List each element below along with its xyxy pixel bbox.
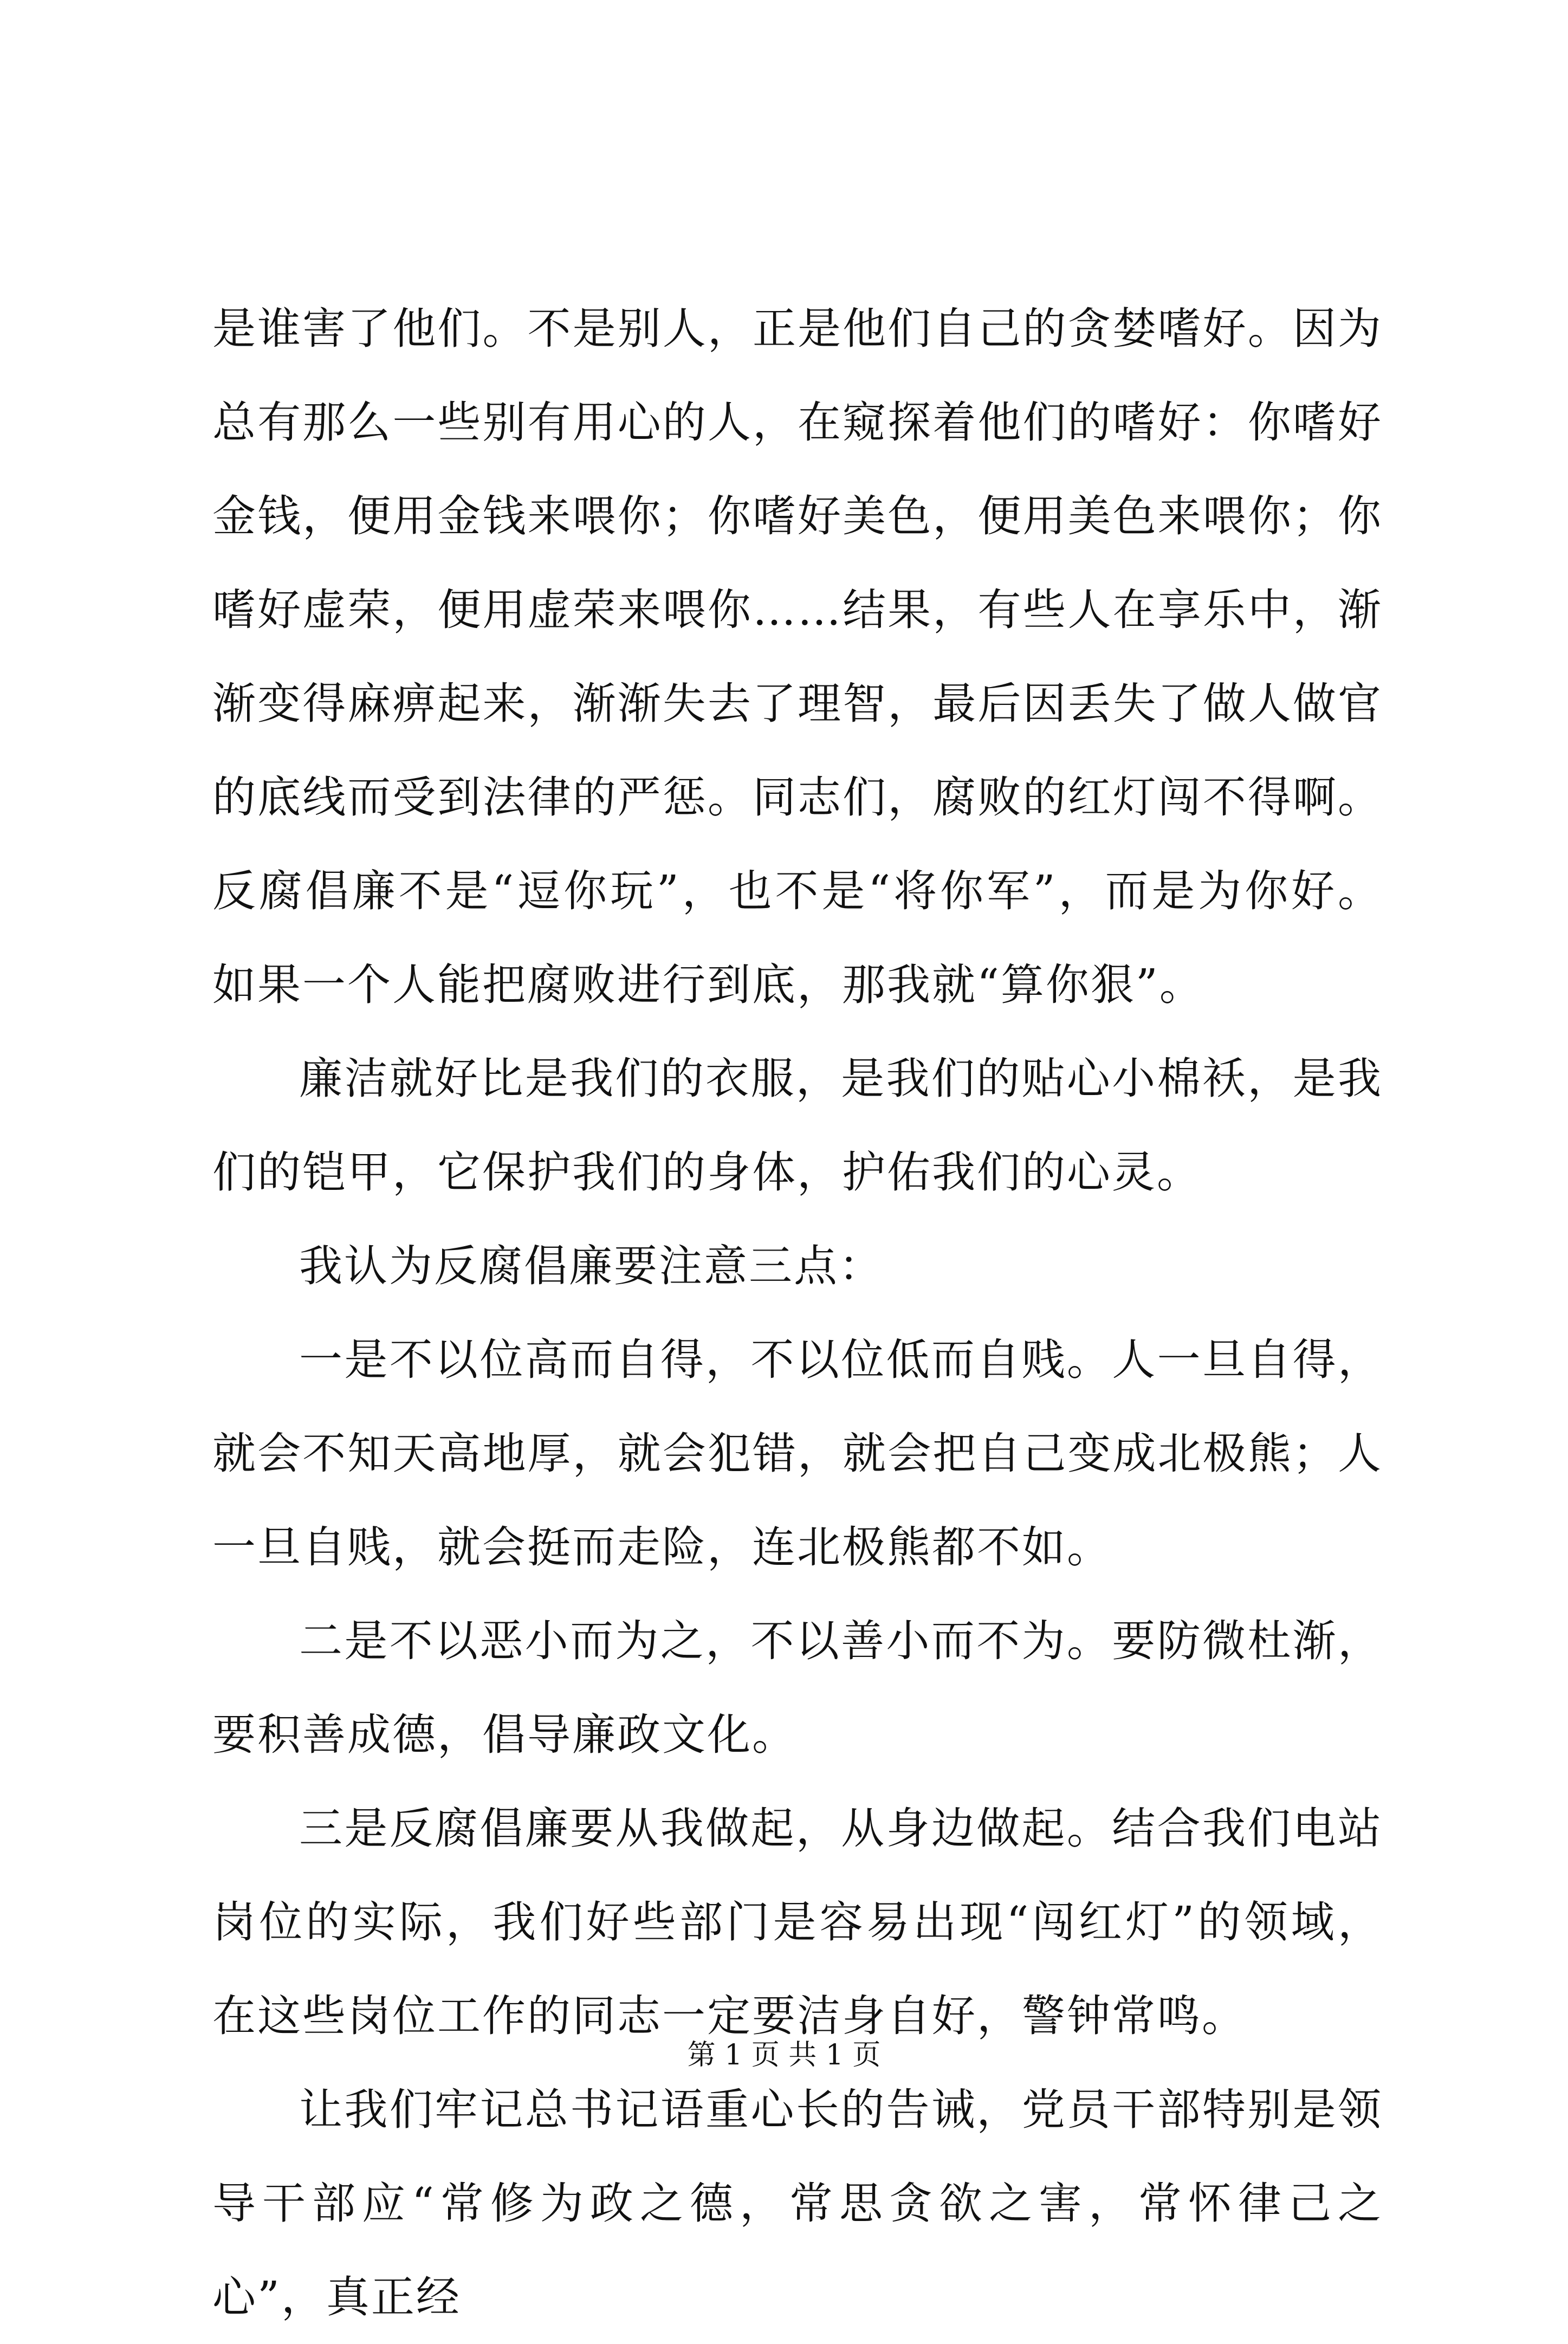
paragraph-6: 三是反腐倡廉要从我做起，从身边做起。结合我们电站岗位的实际，我们好些部门是容易出现“闯红灯”的领域，在这些岗位工作的同志一定要洁身自好，警钟常鸣。 (212, 1803, 1383, 2041)
paragraph-1: 是谁害了他们。不是别人，正是他们自己的贪婪嗜好。因为总有那么一些别有用心的人，在窥探着他们的嗜好：你嗜好金钱，便用金钱来喂你；你嗜好美色，便用美色来喂你；你嗜好虚荣，便用虚荣来喂你……结果，有些人在享乐中，渐渐变得麻痹起来，渐渐失去了理智，最后因丢失了做人做官的底线而受到法律的严惩。同志们，腐败的红灯闯不得啊。反腐倡廉不是“逗你玩”，也不是“将你军”，而是为你好。如果一个人能把腐败进行到底，那我就“算你狠”。 (212, 303, 1383, 1010)
paragraph-5: 二是不以恶小而为之，不以善小而不为。要防微杜渐，要积善成德，倡导廉政文化。 (212, 1616, 1383, 1760)
paragraph-7: 让我们牢记总书记语重心长的告诫，党员干部特别是领导干部应“常修为政之德，常思贪欲之害，常怀律己之心”，真正经 (212, 2084, 1383, 2322)
document-body (212, 282, 1383, 2344)
page-footer (0, 2036, 1568, 2074)
page-number-label: 第 1 页 共 1 页 (687, 2039, 881, 2071)
paragraph-3: 我认为反腐倡廉要注意三点： (299, 1241, 884, 1291)
paragraph-2: 廉洁就好比是我们的衣服，是我们的贴心小棉袄，是我们的铠甲，它保护我们的身体，护佑我们的心灵。 (212, 1053, 1383, 1197)
paragraph-4: 一是不以位高而自得，不以位低而自贱。人一旦自得，就会不知天高地厚，就会犯错，就会把自己变成北极熊；人一旦自贱，就会挺而走险，连北极熊都不如。 (212, 1335, 1383, 1572)
